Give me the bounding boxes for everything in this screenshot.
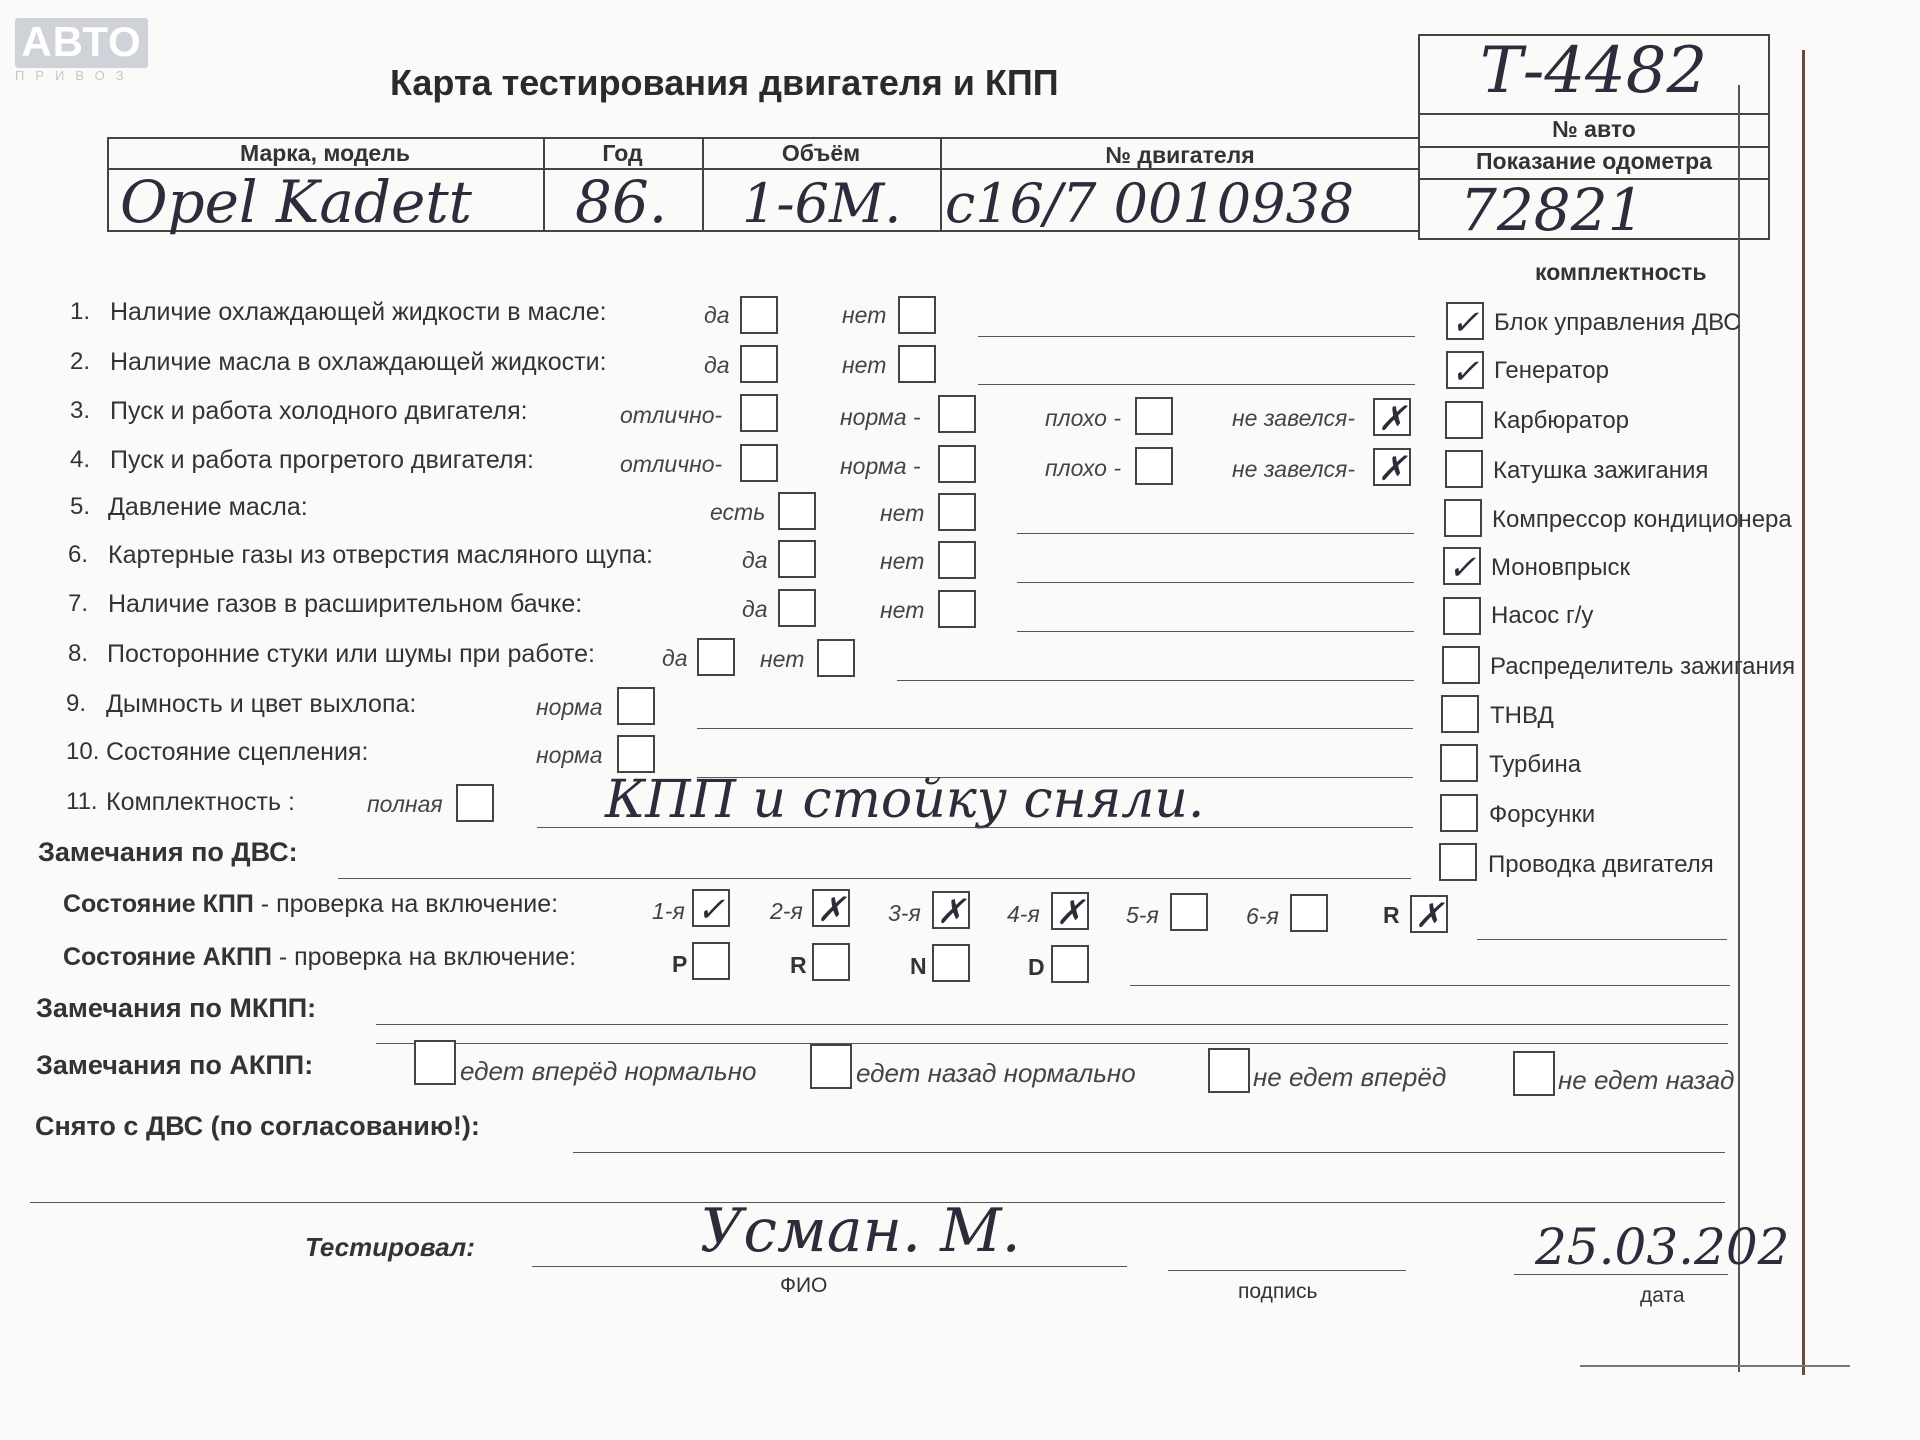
akpp-gear-label: R [790, 952, 807, 978]
komplekt-checkbox-checked[interactable] [1446, 302, 1484, 343]
option-label: нет [880, 500, 925, 526]
question-text: Пуск и работа прогретого двигателя: [110, 446, 534, 474]
form-title: Карта тестирования двигателя и КПП [390, 62, 1059, 103]
option-label: полная [367, 791, 443, 817]
remarks-dvs-label: Замечания по ДВС: [38, 837, 298, 867]
akpp-remark-option: едет вперёд нормально [460, 1056, 757, 1086]
komplekt-checkbox[interactable] [1439, 843, 1477, 881]
check-mark-icon: ✓ [1450, 303, 1480, 343]
checkbox[interactable] [617, 735, 655, 773]
checkbox[interactable] [740, 394, 778, 432]
gear-checkbox-checked[interactable] [692, 889, 730, 930]
checkbox[interactable] [898, 296, 936, 334]
checkbox[interactable] [778, 492, 816, 530]
answer-line [376, 1024, 1728, 1025]
brand-value: Opel Kadett [120, 168, 472, 236]
komplekt-item: Турбина [1489, 751, 1582, 778]
checkbox[interactable] [938, 493, 976, 531]
check-mark-icon: ✓ [696, 890, 726, 930]
gear-label: 5-я [1126, 902, 1159, 928]
date-value: 25.03.202 [1535, 1218, 1790, 1276]
komplekt-checkbox[interactable] [1444, 499, 1482, 537]
tester-name: Усман. М. [700, 1196, 1021, 1266]
answer-line [697, 728, 1413, 729]
engine-value: c16/7 0010938 [945, 172, 1355, 235]
option-label: да [704, 302, 730, 328]
question-number: 9. [66, 690, 87, 717]
komplekt-checkbox[interactable] [1443, 597, 1481, 635]
check-mark-icon: ✗ [1414, 896, 1444, 936]
check-mark-icon: ✗ [1377, 449, 1407, 489]
answer-line [978, 384, 1415, 385]
akpp-gear-label: D [1028, 954, 1045, 980]
option-label: норма [536, 742, 603, 768]
answer-line [376, 1043, 1728, 1044]
komplekt-note: КПП и стойку сняли. [605, 770, 1205, 830]
checkbox[interactable] [817, 639, 855, 677]
akpp-gear-checkbox[interactable] [1051, 945, 1089, 983]
answer-line [1017, 533, 1414, 534]
answer-line [573, 1152, 1725, 1153]
question-number: 10. [66, 738, 100, 765]
option-label: норма - [840, 404, 921, 430]
akpp-remark-checkbox[interactable] [1208, 1048, 1250, 1093]
question-number: 8. [68, 640, 89, 667]
checkbox[interactable] [740, 345, 778, 383]
komplekt-checkbox-checked[interactable] [1443, 547, 1481, 588]
answer-line [897, 680, 1414, 681]
akpp-label [63, 943, 576, 972]
option-label: нет [842, 352, 887, 378]
komplekt-checkbox-checked[interactable] [1446, 351, 1484, 392]
checkbox-checked[interactable] [1373, 398, 1411, 439]
page-edge-bottom [1580, 1365, 1850, 1367]
car-number-value: Т-4482 [1480, 34, 1708, 108]
question-number: 2. [70, 348, 91, 375]
remarks-mkpp-label: Замечания по МКПП: [36, 993, 317, 1023]
checkbox[interactable] [617, 687, 655, 725]
option-label: нет [842, 302, 887, 328]
check-mark-icon: ✓ [1450, 352, 1480, 392]
option-label: нет [880, 597, 925, 623]
check-mark-icon: ✓ [1447, 548, 1477, 588]
gear-checkbox-checked[interactable] [932, 891, 970, 932]
divider [1418, 113, 1770, 115]
question-text: Наличие газов в расширительном бачке: [108, 590, 583, 618]
komplekt-item: Карбюратор [1493, 407, 1630, 434]
answer-line [338, 878, 1411, 879]
akpp-gear-checkbox[interactable] [812, 943, 850, 981]
page-edge [1802, 50, 1805, 1375]
gear-label: 3-я [888, 900, 921, 926]
option-label: плохо - [1045, 455, 1121, 481]
akpp-gear-checkbox[interactable] [932, 944, 970, 982]
akpp-remark-option: не едет назад [1558, 1065, 1735, 1095]
gear-checkbox-checked[interactable] [812, 889, 850, 930]
option-label: да [742, 596, 768, 622]
akpp-remark-checkbox[interactable] [810, 1044, 852, 1089]
question-number: 11. [66, 788, 98, 815]
answer-line [1017, 631, 1414, 632]
answer-line [1017, 582, 1414, 583]
year-value: 86. [575, 168, 668, 236]
option-label: да [662, 645, 688, 671]
question-text: Наличие масла в охлаждающей жидкости: [110, 348, 607, 376]
gear-checkbox-checked[interactable] [1051, 892, 1089, 933]
tested-label: Тестировал: [305, 1232, 475, 1262]
year-label: Год [602, 140, 643, 166]
checkbox[interactable] [1135, 447, 1173, 485]
komplekt-item: Генератор [1494, 357, 1609, 384]
option-label: отлично- [620, 402, 723, 428]
checkbox[interactable] [778, 540, 816, 578]
option-label: нет [880, 548, 925, 574]
option-label: не завелся- [1232, 405, 1356, 431]
question-text: Пуск и работа холодного двигателя: [110, 397, 528, 425]
date-label: дата [1640, 1284, 1685, 1307]
komplekt-checkbox[interactable] [1445, 401, 1483, 439]
check-mark-icon: ✗ [1055, 893, 1085, 933]
komplekt-checkbox[interactable] [1442, 646, 1480, 684]
checkbox-checked[interactable] [1373, 448, 1411, 489]
akpp-remark-option: едет назад нормально [856, 1058, 1136, 1088]
volume-label: Объём [781, 140, 861, 166]
answer-line [1168, 1270, 1406, 1271]
komplekt-item: Компрессор кондиционера [1492, 506, 1792, 533]
question-number: 3. [70, 397, 91, 424]
checkbox[interactable] [697, 638, 735, 676]
fio-label: ФИО [780, 1274, 828, 1297]
option-label: да [742, 547, 768, 573]
checkbox[interactable] [456, 784, 494, 822]
akpp-gear-label: P [672, 951, 688, 977]
page-edge [1738, 85, 1740, 1372]
question-text: Состояние сцепления: [106, 738, 369, 766]
komplekt-item: Моновпрыск [1491, 554, 1631, 581]
gear-label: 2-я [770, 898, 803, 924]
checkbox[interactable] [938, 445, 976, 483]
answer-line [532, 1266, 1127, 1267]
akpp-gear-checkbox[interactable] [692, 942, 730, 980]
option-label: плохо - [1045, 405, 1121, 431]
car-number-label: № авто [1552, 116, 1636, 142]
question-number: 5. [70, 493, 91, 520]
komplekt-item: Катушка зажигания [1493, 457, 1709, 484]
question-text: Картерные газы из отверстия масляного щупа: [108, 541, 653, 569]
gear-checkbox[interactable] [1170, 893, 1208, 931]
komplekt-checkbox[interactable] [1441, 695, 1479, 733]
checkbox[interactable] [898, 345, 936, 383]
kpp-label-bold: Состояние КПП [63, 890, 254, 918]
check-mark-icon: ✗ [1377, 399, 1407, 439]
question-number: 1. [70, 298, 91, 325]
akpp-label-rest: - проверка на включение: [271, 943, 577, 971]
komplekt-checkbox[interactable] [1440, 744, 1478, 782]
answer-line [1514, 1274, 1728, 1275]
option-label: норма - [840, 453, 921, 479]
check-mark-icon: ✗ [816, 890, 846, 930]
akpp-remark-option: не едет вперёд [1253, 1062, 1447, 1092]
answer-line [1130, 985, 1730, 986]
odometer-value: 72821 [1460, 176, 1645, 244]
checkbox[interactable] [740, 296, 778, 334]
odometer-label: Показание одометра [1476, 148, 1712, 174]
engine-label: № двигателя [1105, 142, 1255, 168]
gear-label: 4-я [1007, 901, 1040, 927]
kpp-label [63, 890, 558, 919]
question-text: Посторонние стуки или шумы при работе: [107, 640, 595, 668]
logo-subtext: ПРИВОЗ [15, 68, 135, 83]
akpp-remark-checkbox[interactable] [1513, 1051, 1555, 1096]
checkbox[interactable] [740, 444, 778, 482]
gear-label: 6-я [1246, 903, 1279, 929]
akpp-label-bold: Состояние АКПП [63, 943, 272, 971]
remarks-akpp-label: Замечания по АКПП: [36, 1050, 314, 1080]
option-label: не завелся- [1232, 456, 1356, 482]
option-label: отлично- [620, 451, 723, 477]
question-number: 6. [68, 541, 89, 568]
komplekt-item: Блок управления ДВС [1494, 309, 1741, 336]
question-number: 7. [68, 590, 89, 617]
kpp-label-rest: - проверка на включение: [253, 890, 559, 918]
brand-label: Марка, модель [240, 140, 410, 166]
gear-checkbox[interactable] [1290, 894, 1328, 932]
komplekt-checkbox[interactable] [1440, 794, 1478, 832]
gear-label: 1-я [652, 898, 685, 924]
question-text: Комплектность : [106, 788, 295, 816]
volume-value: 1-6M. [742, 172, 902, 235]
komplekt-item: Насос г/у [1491, 602, 1594, 629]
question-number: 4. [70, 446, 91, 473]
answer-line [978, 336, 1415, 337]
question-text: Дымность и цвет выхлопа: [106, 690, 417, 718]
option-label: нет [760, 646, 805, 672]
komplekt-item: Форсунки [1489, 801, 1596, 828]
gear-label: R [1383, 902, 1400, 928]
answer-line [1477, 939, 1727, 940]
komplekt-item: Распределитель зажигания [1490, 653, 1796, 680]
gear-checkbox-checked[interactable] [1410, 895, 1448, 936]
checkbox[interactable] [938, 590, 976, 628]
question-text: Наличие охлаждающей жидкости в масле: [110, 298, 607, 326]
logo-text: АВТО [21, 18, 142, 65]
checkbox[interactable] [778, 589, 816, 627]
checkbox[interactable] [938, 395, 976, 433]
option-label: норма [536, 694, 603, 720]
komplekt-item: Проводка двигателя [1488, 851, 1714, 878]
option-label: да [704, 352, 730, 378]
option-label: есть [710, 499, 766, 525]
akpp-remark-checkbox[interactable] [414, 1040, 456, 1085]
komplekt-checkbox[interactable] [1445, 450, 1483, 488]
komplekt-title: комплектность [1535, 259, 1707, 285]
checkbox[interactable] [1135, 397, 1173, 435]
check-mark-icon: ✗ [936, 892, 966, 932]
answer-line [537, 827, 1413, 828]
akpp-gear-label: N [910, 953, 927, 979]
removed-label: Снято с ДВС (по согласованию!): [35, 1111, 480, 1141]
question-text: Давление масла: [108, 493, 308, 521]
komplekt-item: ТНВД [1490, 702, 1554, 729]
checkbox[interactable] [938, 541, 976, 579]
sign-label: подпись [1238, 1280, 1318, 1303]
